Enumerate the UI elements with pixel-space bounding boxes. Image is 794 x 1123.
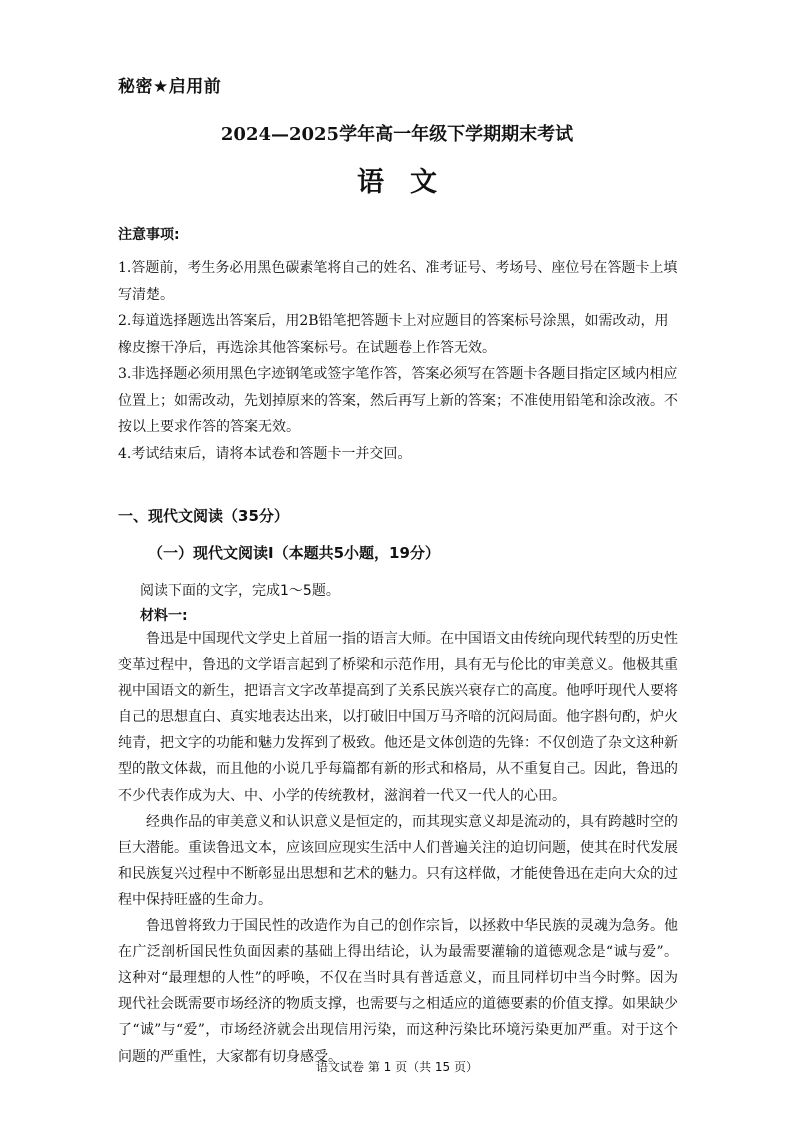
notice-list	[118, 255, 678, 467]
confidential-mark: 秘密★启用前	[118, 77, 222, 97]
passage-paragraph: 鲁迅曾将致力于国民性的改造作为自己的创作宗旨，以拯救中华民族的灵魂为急务。他在广泛剖析国民性负面因素的基础上得出结论，认为最需要灌输的道德观念是“诚与爱”。这种对“最理想的人性”的呼唤，不仅在当时具有普适意义，而且同样切中当今时弊。因为现代社会既需要市场经济的物质支撑，也需要与之相适应的道德要素的价值支撑。如果缺少了“诚”与“爱”，市场经济就会出现信用污染，而这种污染比环境污染更加严重。对于这个问题的严重性，大家都有切身感受。	[118, 918, 678, 1065]
notice-item: 4.考试结束后，请将本试卷和答题卡一并交回。	[118, 445, 412, 462]
notice-item: 1.答题前，考生务必用黑色碳素笔将自己的姓名、准考证号、考场号、座位号在答题卡上填写清楚。	[118, 260, 678, 303]
passage-paragraph: 经典作品的审美意义和认识意义是恒定的，而其现实意义却是流动的，具有跨越时空的巨大潜能。重读鲁迅文本，应该回应现实生活中人们普遍关注的迫切问题，使其在时代发展和民族复兴过程中不断彰显出思想和艺术的魅力。只有这样做，才能使鲁迅在走向大众的过程中保持旺盛的生命力。	[118, 813, 678, 908]
subject-title: 语文	[357, 167, 463, 198]
notice-heading: 注意事项:	[118, 227, 180, 243]
section-heading: 一、现代文阅读（35分）	[118, 507, 289, 525]
material-label: 材料一:	[140, 608, 188, 624]
notice-item: 2.每道选择题选出答案后，用2B铅笔把答题卡上对应题目的答案标号涂黑，如需改动，用橡皮擦干净后，再选涂其他答案标号。在试题卷上作答无效。	[118, 313, 669, 356]
passage-paragraph: 鲁迅是中国现代文学史上首屈一指的语言大师。在中国语文由传统向现代转型的历史性变革过程中，鲁迅的文学语言起到了桥梁和示范作用，具有无与伦比的审美意义。他极其重视中国语文的新生，把语言文字改革提高到了关系民族兴衰存亡的高度。他呼吁现代人要将自己的思想直白、真实地表达出来，以打破旧中国万马齐喑的沉闷局面。他字斟句酌，炉火纯青，把文字的功能和魅力发挥到了极致。他还是文体创造的先锋：不仅创造了杂文这种新型的散文体裁，而且他的小说几乎每篇都有新的形式和格局，从不重复自己。因此，鲁迅的不少代表作成为大、中、小学的传统教材，滋润着一代又一代人的心田。	[118, 631, 678, 804]
notice-item: 3.非选择题必须用黑色字迹钢笔或签字笔作答，答案必须写在答题卡各题目指定区域内相应位置上；如需改动，先划掉原来的答案，然后再写上新的答案；不准使用铅笔和涂改液。不按以上要求作答的答案无效。	[118, 366, 678, 435]
exam-title: 2024—2025学年高一年级下学期期末考试	[220, 124, 574, 145]
reading-instruction: 阅读下面的文字，完成1～5题。	[140, 583, 340, 599]
page-footer: 语文试卷 第 1 页（共 15 页）	[316, 1060, 478, 1074]
reading-passage	[118, 626, 678, 1070]
sub-section-heading: （一）现代文阅读Ⅰ（本题共5小题，19分）	[148, 544, 440, 562]
